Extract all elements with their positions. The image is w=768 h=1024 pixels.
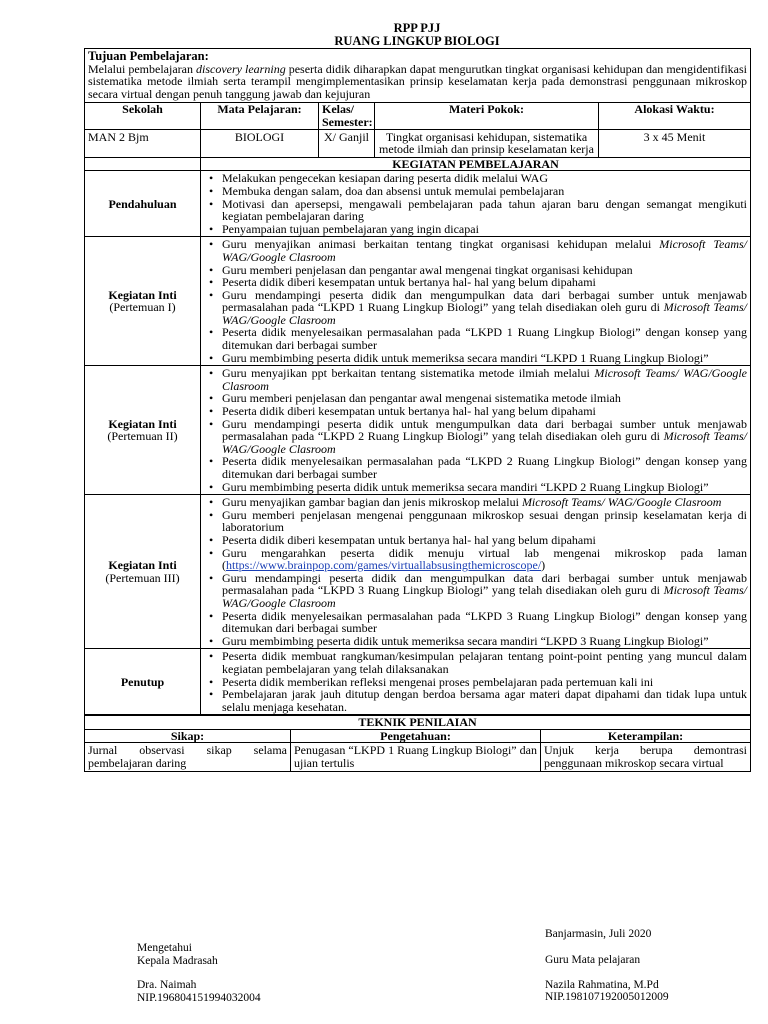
list-item: • Guru mendampingi peserta didik dan mengumpulkan data dari berbagai sumber untuk menjawab permasalahan pada “LKPD 1 Ruang Lingkup Biologi” yang telah disediakan oleh guru di Microsoft Teams/ WAG/Google Clasroom	[222, 289, 747, 327]
list-item: • Guru memberi penjelasan dan pengantar awal mengenai sistematika metode ilmiah	[222, 392, 747, 405]
teacher-nip: NIP.198107192005012009	[545, 991, 669, 1003]
teacher-name: Nazila Rahmatina, M.Pd	[545, 978, 659, 991]
value-class: X/ Ganjil	[319, 129, 375, 157]
phase-penutup	[85, 649, 751, 715]
activity-list	[204, 172, 747, 235]
goal-heading: Tujuan Pembelajaran:	[88, 49, 209, 63]
info-header-row	[85, 103, 751, 129]
list-item: • Guru memberi penjelasan mengenai penggunaan mikroskop sesuai dengan prinsip keselamatan kerja di laboratorium	[222, 509, 747, 534]
signature-right: Guru Mata pelajaran Nazila Rahmatina, M.Pd NIP.198107192005012009	[545, 954, 669, 1003]
info-value-row	[85, 129, 751, 157]
value-subject: BIOLOGI	[201, 129, 319, 157]
activity-list	[204, 496, 747, 647]
lesson-plan-table	[84, 48, 751, 715]
phase-name: Kegiatan Inti	[108, 287, 177, 302]
activity-list	[204, 650, 747, 713]
list-item: • Peserta didik diberi kesempatan untuk bertanya hal- hal yang belum dipahami	[222, 534, 747, 547]
phase-name: Penutup	[120, 674, 165, 689]
document-title: RPP PJJ	[393, 21, 441, 35]
header-topic: Materi Pokok:	[375, 103, 599, 129]
list-item: • Guru membimbing peserta didik untuk memeriksa secara mandiri “LKPD 3 Ruang Lingkup Biologi”	[222, 635, 747, 648]
list-item: • Peserta didik diberi kesempatan untuk bertanya hal- hal yang belum dipahami	[222, 405, 747, 418]
list-item: • Guru mendampingi peserta didik dan mengumpulkan data dari berbagai sumber untuk menjawab permasalahan pada “LKPD 3 Ruang Lingkup Biologi” yang telah disediakan oleh guru di Microsoft Teams/ WAG/Google Clasroom	[222, 572, 747, 610]
value-time: 3 x 45 Menit	[599, 129, 751, 157]
phase-inti-2	[85, 366, 751, 495]
header-class: Kelas/ Semester:	[319, 103, 375, 129]
signature-left: Mengetahui Kepala Madrasah Dra. Naimah NIP.196804151994032004	[137, 942, 261, 1004]
header-attitude: Sikap:	[85, 729, 291, 743]
list-item: • Guru menyajikan ppt berkaitan tentang sistematika metode ilmiah melalui Microsoft Teams/ WAG/Google Clasroom	[222, 367, 747, 392]
virtual-lab-link[interactable]: https://www.brainpop.com/games/virtuallabsusingthemicroscope/	[226, 558, 542, 573]
list-item: • Guru memberi penjelasan dan pengantar awal mengenai tingkat organisasi kehidupan	[222, 264, 747, 277]
value-attitude: Jurnal observasi sikap selama pembelajaran daring	[85, 743, 291, 771]
assessment-title-row	[85, 716, 751, 730]
list-item: • Guru membimbing peserta didik untuk memeriksa secara mandiri “LKPD 2 Ruang Lingkup Biologi”	[222, 481, 747, 494]
list-item: • Peserta didik memberikan refleksi mengenai proses pembelajaran pada pertemuan kali ini	[222, 676, 747, 689]
list-item: • Guru membimbing peserta didik untuk memeriksa secara mandiri “LKPD 1 Ruang Lingkup Biologi”	[222, 352, 747, 365]
phase-pendahuluan	[85, 171, 751, 237]
phase-name: Kegiatan Inti	[108, 416, 177, 431]
activity-list	[204, 238, 747, 364]
activities-title-row	[85, 157, 751, 171]
activity-list	[204, 367, 747, 493]
value-knowledge: Penugasan “LKPD 1 Ruang Lingkup Biologi” dan ujian tertulis	[291, 743, 541, 771]
list-item: • Peserta didik diberi kesempatan untuk bertanya hal- hal yang belum dipahami	[222, 276, 747, 289]
phase-meeting: (Pertemuan II)	[107, 429, 178, 444]
value-skill: Unjuk kerja berupa demontrasi penggunaan mikroskop secara virtual	[541, 743, 751, 771]
phase-name: Pendahuluan	[108, 196, 177, 211]
phase-meeting: (Pertemuan III)	[105, 570, 180, 585]
list-item: • Guru mendampingi peserta didik untuk mengumpulkan data dari berbagai sumber untuk menjawab permasalahan pada “LKPD 2 Ruang Lingkup Biologi” yang telah disediakan oleh guru di Microsoft Teams/ WAG/Google Clasroom	[222, 418, 747, 456]
list-item: • Pembelajaran jarak jauh ditutup dengan berdoa bersama agar materi dapat dipahami dan tidak lupa untuk selalu menjaga kesehatan.	[222, 688, 747, 713]
list-item: • Peserta didik menyelesaikan permasalahan pada “LKPD 1 Ruang Lingkup Biologi” dengan konsep yang ditemukan dari berbagai sumber	[222, 326, 747, 351]
list-item: • Melakukan pengecekan kesiapan daring peserta didik melalui WAG	[222, 172, 747, 185]
principal-name: Dra. Naimah	[137, 979, 197, 991]
assessment-table	[84, 715, 751, 771]
phase-meeting: (Pertemuan I)	[109, 300, 176, 315]
list-item: • Peserta didik menyelesaikan permasalahan pada “LKPD 3 Ruang Lingkup Biologi” dengan konsep yang ditemukan dari berbagai sumber	[222, 610, 747, 635]
goal-text: Melalui pembelajaran discovery learning peserta didik diharapkan dapat mengurutkan tingkat organisasi kehidupan dan mengidentifikasi sistematika metode ilmiah serta terampil mengimplementasikan prinsip keselamatan kerja pada demonstrasi penggunaan mikroskop secara virtual dengan penuh tanggung jawab dan kejujuran	[88, 61, 747, 101]
phase-inti-3	[85, 495, 751, 649]
list-item: • Penyampaian tujuan pembelajaran yang ingin dicapai	[222, 223, 747, 236]
assessment-header-row	[85, 729, 751, 743]
list-item: • Peserta didik menyelesaikan permasalahan pada “LKPD 2 Ruang Lingkup Biologi” dengan konsep yang ditemukan dari berbagai sumber	[222, 455, 747, 480]
goal-row	[85, 49, 751, 103]
document-subtitle: RUANG LINGKUP BIOLOGI	[334, 34, 500, 48]
list-item: • Guru menyajikan animasi berkaitan tentang tingkat organisasi kehidupan melalui Microsoft Teams/ WAG/Google Clasroom	[222, 238, 747, 263]
phase-inti-1	[85, 237, 751, 366]
assessment-value-row	[85, 743, 751, 771]
header-skill: Keterampilan:	[541, 729, 751, 743]
principal-nip: NIP.196804151994032004	[137, 991, 261, 1004]
lesson-plan-document	[84, 22, 750, 772]
list-item: • Guru mengarahkan peserta didik menuju virtual lab mengenai mikroskop pada laman (https://www.brainpop.com/games/virtuallabsusingthemicroscope/)	[222, 547, 747, 572]
assessment-title: TEKNIK PENILAIAN	[85, 716, 751, 730]
value-topic: Tingkat organisasi kehidupan, sistematika metode ilmiah dan prinsip keselamatan kerja	[375, 129, 599, 157]
header-school: Sekolah	[85, 103, 201, 129]
place-date: Banjarmasin, Juli 2020	[545, 928, 652, 940]
header-subject: Mata Pelajaran:	[201, 103, 319, 129]
header-knowledge: Pengetahuan:	[291, 729, 541, 743]
list-item: • Membuka dengan salam, doa dan absensi untuk memulai pembelajaran	[222, 185, 747, 198]
list-item: • Peserta didik membuat rangkuman/kesimpulan pelajaran tentang point-point penting yang muncul dalam kegiatan pembelajaran yang telah dilaksanakan	[222, 650, 747, 675]
value-school: MAN 2 Bjm	[85, 129, 201, 157]
list-item: • Guru menyajikan gambar bagian dan jenis mikroskop melalui Microsoft Teams/ WAG/Google Clasroom	[222, 496, 747, 509]
phase-name: Kegiatan Inti	[108, 558, 177, 573]
list-item: • Motivasi dan apersepsi, mengawali pembelajaran pada tahun ajaran baru dengan semangat mengikuti kegiatan pembelajaran daring	[222, 198, 747, 223]
header-time: Alokasi Waktu:	[599, 103, 751, 129]
activities-title: KEGIATAN PEMBELAJARAN	[201, 157, 751, 171]
